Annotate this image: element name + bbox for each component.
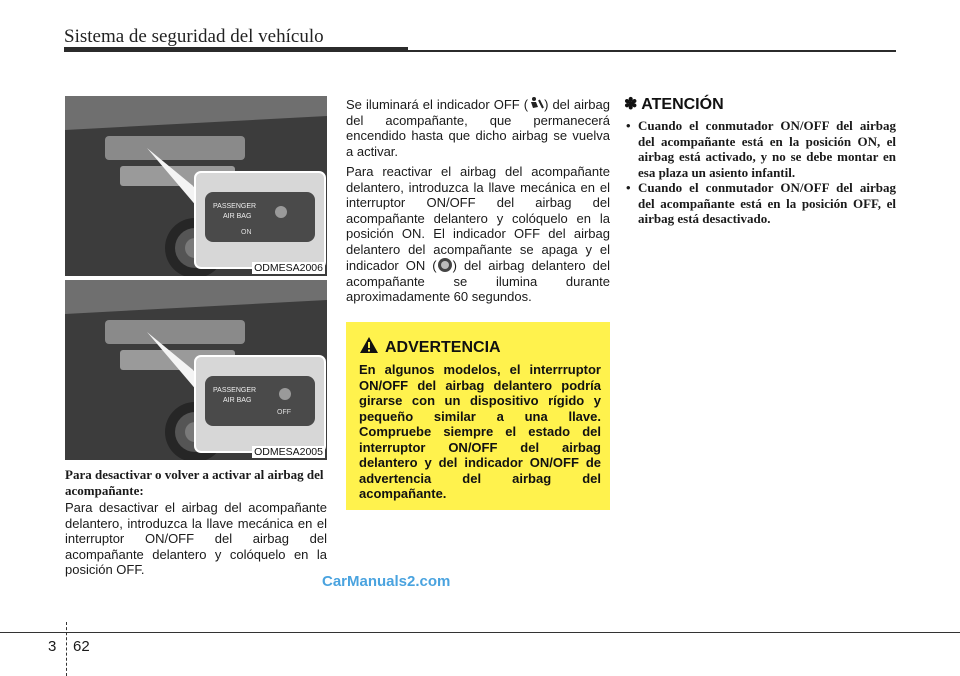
photo-airbag-switch-off (65, 280, 327, 460)
warning-box (346, 322, 610, 510)
caution-title: ✽ ATENCIÓN (624, 96, 724, 113)
warning-text: En algunos modelos, el interrruptor ON/OFF del airbag delantero podría girarse con un dispositivo rígido y pequeño similar a una llave. Compruebe siempre el estado del interruptor ON/OFF del airbag delantero y del indicador ON/OFF de advertencia del airbag del acompañante. (359, 362, 601, 501)
warning-title: ADVERTENCIA (385, 338, 501, 356)
page-number: 62 (73, 638, 90, 655)
panel-label-2: AIR BAG (223, 213, 252, 220)
photo-code: ODMESA2006 (254, 262, 323, 274)
caution-item: • Cuando el conmutador ON/OFF del airbag del acompañante está en la posición ON, el airbag está activado, y no se debe montar en esa plaza un asiento infantil. (624, 118, 896, 180)
paragraph-text: Para reactivar el airbag del acompañante delantero, introduzca la llave mecánica en el interruptor ON/OFF del airbag del acompañante delantero y colóquelo en la posición ON. El indicador OFF del airbag delantero del acompañante se apaga y el indicador ON ( (346, 164, 610, 273)
footer-divider (66, 622, 67, 676)
paragraph-text: ) del airbag del acompañante, que permanecerá encendido hasta que dicho airbag se vuelva a activar. (346, 97, 610, 159)
off-indicator-paragraph (346, 96, 610, 159)
page-header-title: Sistema de seguridad del vehículo (64, 26, 324, 47)
watermark: CarManuals2.com (322, 573, 451, 590)
caution-list (624, 118, 896, 227)
paragraph-text: ) del airbag delantero del acompañante se ilumina durante aproximadamente 60 segundos. (346, 258, 611, 304)
deactivate-instructions: Para desactivar el airbag del acompañante delantero, introduzca la llave mecánica en el interruptor ON/OFF del airbag del acompañante delantero y colóquelo en la posición OFF. (65, 500, 327, 577)
middle-column (346, 96, 610, 310)
photo-airbag-switch-on (65, 96, 327, 276)
caution-item: • Cuando el conmutador ON/OFF del airbag del acompañante está en la posición OFF, el airbag está desactivado. (624, 180, 896, 227)
warning-triangle-icon (359, 336, 379, 359)
section-caption: Para desactivar o volver a activar al airbag del acompañante: (65, 467, 324, 498)
state-label: OFF (277, 409, 291, 416)
panel-label-1: PASSENGER (213, 203, 257, 210)
airbag-on-indicator-icon (437, 257, 453, 273)
section-number: 3 (48, 638, 57, 655)
photo-code: ODMESA2005 (254, 446, 323, 458)
panel-label-2: AIR BAG (223, 397, 252, 404)
reactivate-paragraph (346, 164, 610, 305)
footer-rule (0, 632, 960, 633)
airbag-off-indicator-icon (528, 96, 544, 112)
warning-header (359, 336, 601, 359)
paragraph-text: Se iluminará el indicador OFF ( (346, 97, 529, 112)
header-rule-thin (408, 50, 896, 52)
state-label: ON (241, 229, 252, 236)
header-rule-thick (64, 47, 408, 52)
panel-label-1: PASSENGER (213, 387, 257, 394)
